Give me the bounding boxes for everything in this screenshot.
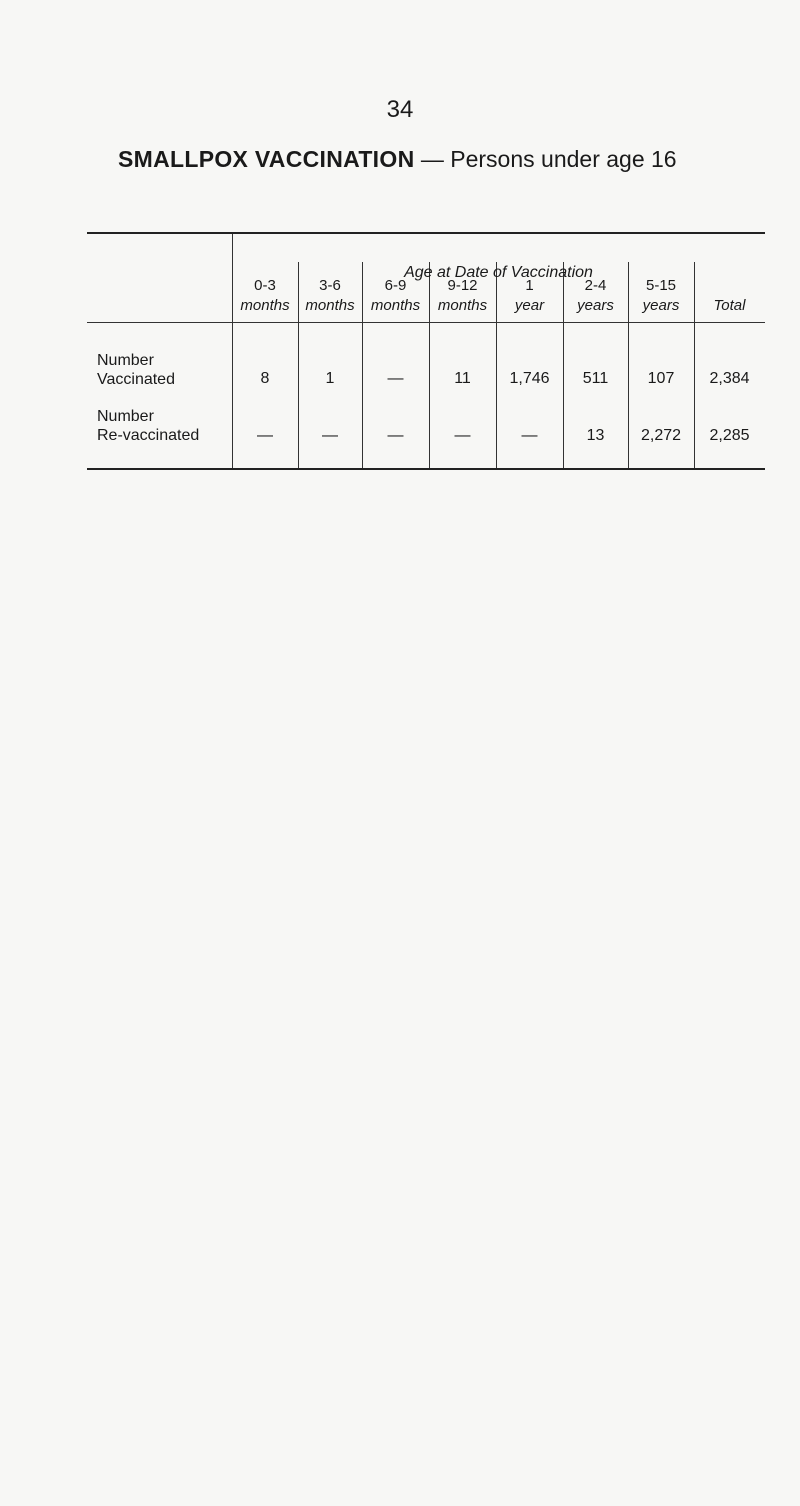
table-cell: 1 — [325, 370, 335, 387]
table-cell: — — [322, 427, 338, 444]
column-header: 3-6 months — [305, 277, 355, 314]
row-label: Number Re-vaccinated — [97, 408, 200, 444]
table-cell: 107 — [647, 370, 675, 387]
title-rest: — Persons under age 16 — [414, 146, 677, 172]
column-header-total: Total — [713, 297, 746, 314]
table-cell: 511 — [582, 370, 609, 387]
column-header: 9-12 months — [437, 277, 488, 314]
table-cell: 13 — [586, 427, 605, 444]
column-header: 2-4 years — [577, 277, 614, 314]
row-label: Number Vaccinated — [97, 352, 175, 388]
page-title — [118, 146, 677, 173]
group-header: Age at Date of Vaccination — [404, 264, 593, 281]
table-cell: 8 — [260, 370, 270, 387]
table-cell: — — [454, 427, 471, 444]
table-cell: 11 — [454, 370, 471, 387]
column-header: 5-15 years — [642, 277, 680, 314]
table-cell-total: 2,384 — [709, 370, 750, 387]
vaccination-table — [87, 232, 765, 470]
column-header: 1 year — [514, 277, 545, 314]
table-cell: — — [387, 427, 404, 444]
column-header: 6-9 months — [370, 277, 421, 314]
table-cell: 1,746 — [509, 370, 550, 387]
page-number: 34 — [386, 96, 414, 123]
table-cell: — — [521, 427, 538, 444]
table-cell: — — [257, 427, 273, 444]
header-rule — [87, 322, 765, 323]
table-cell: 2,272 — [640, 427, 682, 444]
title-bold: SMALLPOX VACCINATION — [118, 146, 415, 172]
table-cell-total: 2,285 — [709, 427, 750, 444]
column-header: 0-3 months — [240, 277, 290, 314]
table-cell: — — [387, 370, 404, 387]
